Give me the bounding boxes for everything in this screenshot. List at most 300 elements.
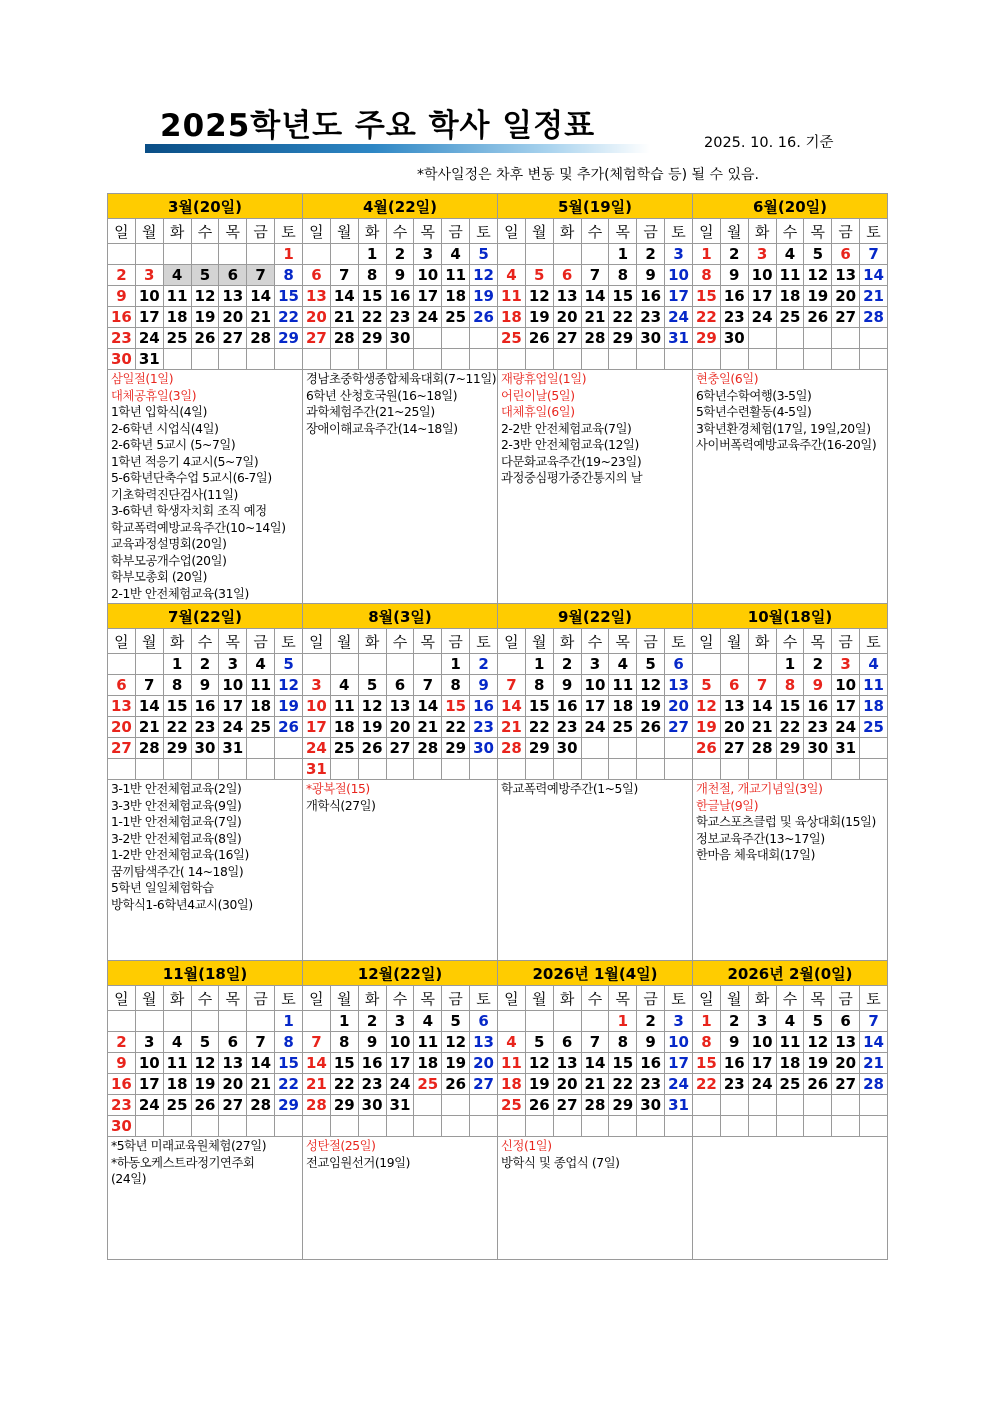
date-cell xyxy=(748,1116,776,1137)
date-cell: 21 xyxy=(860,1053,888,1074)
date-cell xyxy=(665,349,693,370)
month-header: 9월(22일) xyxy=(498,604,693,629)
date-cell xyxy=(219,1011,247,1032)
date-cell: 25 xyxy=(498,1095,526,1116)
date-cell: 15 xyxy=(275,286,303,307)
date-cell xyxy=(163,1116,191,1137)
event-line: 대체휴일(6일) xyxy=(501,405,575,419)
date-cell: 3 xyxy=(303,675,331,696)
weekday-label: 토 xyxy=(275,629,303,654)
date-cell xyxy=(860,1116,888,1137)
month-header: 3월(20일) xyxy=(108,194,303,219)
month-header-row xyxy=(108,604,888,629)
event-line: 경남초중학생종합체육대회(7~11일) xyxy=(306,372,497,386)
weekday-label: 월 xyxy=(525,219,553,244)
date-cell: 16 xyxy=(358,1053,386,1074)
date-cell: 19 xyxy=(637,696,665,717)
weekday-label: 월 xyxy=(525,629,553,654)
date-cell: 24 xyxy=(581,717,609,738)
event-line: 개학식(27일) xyxy=(306,798,376,813)
date-cell: 29 xyxy=(330,1095,358,1116)
date-cell: 15 xyxy=(275,1053,303,1074)
weekday-label: 수 xyxy=(191,629,219,654)
date-cell: 2 xyxy=(804,654,832,675)
date-cell: 17 xyxy=(832,696,860,717)
month-events xyxy=(693,1137,888,1260)
month-events xyxy=(498,370,693,604)
weekday-label: 일 xyxy=(498,219,526,244)
date-cell: 10 xyxy=(219,675,247,696)
date-cell: 22 xyxy=(693,1074,721,1095)
date-cell xyxy=(804,759,832,780)
weekday-label: 토 xyxy=(470,219,498,244)
date-cell xyxy=(330,244,358,265)
date-cell: 22 xyxy=(525,717,553,738)
date-cell: 8 xyxy=(609,1032,637,1053)
date-cell: 30 xyxy=(804,738,832,759)
date-cell: 3 xyxy=(219,654,247,675)
date-cell: 17 xyxy=(748,1053,776,1074)
date-cell xyxy=(581,1011,609,1032)
date-cell: 5 xyxy=(525,265,553,286)
date-cell: 18 xyxy=(860,696,888,717)
date-cell xyxy=(386,759,414,780)
date-cell: 24 xyxy=(303,738,331,759)
date-cell: 9 xyxy=(108,286,136,307)
date-cell xyxy=(693,1116,721,1137)
date-cell: 25 xyxy=(330,738,358,759)
weekday-label: 월 xyxy=(720,219,748,244)
date-cell: 12 xyxy=(693,696,721,717)
weekday-label: 화 xyxy=(163,986,191,1011)
month-header-row xyxy=(108,961,888,986)
date-cell: 13 xyxy=(386,696,414,717)
date-cell xyxy=(414,1116,442,1137)
date-cell: 17 xyxy=(219,696,247,717)
date-cell: 18 xyxy=(776,286,804,307)
weekday-label: 목 xyxy=(414,629,442,654)
date-cell xyxy=(720,654,748,675)
date-cell: 8 xyxy=(442,675,470,696)
date-cell: 11 xyxy=(247,675,275,696)
date-cell: 30 xyxy=(637,1095,665,1116)
date-cell xyxy=(108,759,136,780)
date-cell xyxy=(275,349,303,370)
date-cell: 22 xyxy=(275,307,303,328)
event-line: 정보교육주간(13~17일) xyxy=(696,831,825,846)
date-cell xyxy=(330,654,358,675)
date-cell xyxy=(748,1095,776,1116)
date-cell: 26 xyxy=(637,717,665,738)
date-cell: 9 xyxy=(191,675,219,696)
date-cell: 4 xyxy=(163,1032,191,1053)
date-cell xyxy=(135,759,163,780)
date-cell: 1 xyxy=(609,244,637,265)
date-cell: 9 xyxy=(720,1032,748,1053)
date-cell xyxy=(163,349,191,370)
date-cell: 26 xyxy=(693,738,721,759)
event-line: 교육과정설명회(20일) xyxy=(111,537,227,551)
date-cell: 7 xyxy=(748,675,776,696)
date-cell: 19 xyxy=(804,286,832,307)
month-header: 6월(20일) xyxy=(693,194,888,219)
date-cell xyxy=(247,1011,275,1032)
date-cell: 18 xyxy=(776,1053,804,1074)
date-cell xyxy=(442,1116,470,1137)
date-cell: 10 xyxy=(135,1053,163,1074)
date-cell: 20 xyxy=(553,307,581,328)
date-cell xyxy=(860,1095,888,1116)
date-cell: 28 xyxy=(247,1095,275,1116)
date-cell xyxy=(525,759,553,780)
event-line: 3학년환경체험(17일, 19일,20일) xyxy=(696,421,871,436)
event-line: 과학체험주간(21~25일) xyxy=(306,405,435,419)
date-cell: 4 xyxy=(163,265,191,286)
date-cell: 18 xyxy=(163,1074,191,1095)
date-cell xyxy=(804,1095,832,1116)
date-cell: 4 xyxy=(609,654,637,675)
date-cell: 8 xyxy=(525,675,553,696)
date-cell: 17 xyxy=(386,1053,414,1074)
date-cell xyxy=(860,738,888,759)
event-line: (24일) xyxy=(111,1172,147,1186)
month-events xyxy=(693,780,888,961)
date-cell: 20 xyxy=(470,1053,498,1074)
date-cell: 23 xyxy=(386,307,414,328)
date-cell: 9 xyxy=(358,1032,386,1053)
date-cell xyxy=(776,1116,804,1137)
event-line: 3-3반 안전체험교육(9일) xyxy=(111,798,242,813)
date-cell: 27 xyxy=(470,1074,498,1095)
date-cell: 11 xyxy=(776,265,804,286)
date-cell: 11 xyxy=(498,286,526,307)
date-cell: 21 xyxy=(303,1074,331,1095)
date-cell: 11 xyxy=(330,696,358,717)
date-cell: 4 xyxy=(442,244,470,265)
date-cell xyxy=(163,1011,191,1032)
date-cell: 29 xyxy=(358,328,386,349)
date-cell xyxy=(275,759,303,780)
date-cell: 17 xyxy=(414,286,442,307)
date-cell: 27 xyxy=(832,1074,860,1095)
date-cell: 29 xyxy=(275,328,303,349)
date-cell: 10 xyxy=(135,286,163,307)
date-cell: 11 xyxy=(776,1032,804,1053)
date-cell: 17 xyxy=(581,696,609,717)
date-cell: 29 xyxy=(525,738,553,759)
date-cell xyxy=(609,349,637,370)
date-cell: 4 xyxy=(860,654,888,675)
date-cell xyxy=(498,1116,526,1137)
weekday-label: 금 xyxy=(442,219,470,244)
date-cell: 18 xyxy=(609,696,637,717)
date-cell: 21 xyxy=(247,1074,275,1095)
date-cell xyxy=(247,244,275,265)
date-cell xyxy=(414,654,442,675)
date-cell: 16 xyxy=(386,286,414,307)
date-cell: 30 xyxy=(108,1116,136,1137)
weekday-label: 수 xyxy=(386,629,414,654)
date-cell: 19 xyxy=(442,1053,470,1074)
weekday-label: 월 xyxy=(330,986,358,1011)
date-cell: 25 xyxy=(860,717,888,738)
weekday-label: 토 xyxy=(860,629,888,654)
date-row xyxy=(108,265,888,286)
date-cell xyxy=(832,1095,860,1116)
date-cell: 10 xyxy=(386,1032,414,1053)
date-cell: 3 xyxy=(414,244,442,265)
date-cell xyxy=(303,1011,331,1032)
date-cell xyxy=(219,759,247,780)
event-line: 2-3반 안전체험교육(12일) xyxy=(501,438,639,452)
date-cell xyxy=(665,1116,693,1137)
date-cell: 9 xyxy=(804,675,832,696)
date-cell: 17 xyxy=(303,717,331,738)
date-cell: 26 xyxy=(358,738,386,759)
month-events xyxy=(693,370,888,604)
date-cell: 3 xyxy=(665,1011,693,1032)
date-cell: 21 xyxy=(135,717,163,738)
date-cell xyxy=(191,1011,219,1032)
date-cell: 8 xyxy=(275,265,303,286)
event-line: 2-2반 안전체험교육(7일) xyxy=(501,421,632,436)
date-cell: 1 xyxy=(525,654,553,675)
weekday-label: 목 xyxy=(609,219,637,244)
weekday-label: 토 xyxy=(860,219,888,244)
weekday-label: 월 xyxy=(720,986,748,1011)
date-cell xyxy=(581,738,609,759)
date-cell: 11 xyxy=(163,286,191,307)
date-cell: 20 xyxy=(553,1074,581,1095)
event-line: 장애이해교육주간(14~18일) xyxy=(306,421,458,436)
page-title: 2025학년도 주요 학사 일정표 xyxy=(160,108,596,144)
date-cell: 9 xyxy=(637,265,665,286)
date-cell: 16 xyxy=(804,696,832,717)
date-cell: 6 xyxy=(470,1011,498,1032)
date-cell: 17 xyxy=(135,307,163,328)
date-cell: 18 xyxy=(414,1053,442,1074)
weekday-label: 수 xyxy=(581,629,609,654)
date-cell: 16 xyxy=(108,307,136,328)
month-events xyxy=(108,370,303,604)
date-cell: 19 xyxy=(470,286,498,307)
weekday-row xyxy=(108,219,888,244)
date-cell: 14 xyxy=(330,286,358,307)
date-cell: 12 xyxy=(358,696,386,717)
date-cell xyxy=(247,349,275,370)
weekday-label: 금 xyxy=(247,986,275,1011)
date-cell xyxy=(442,349,470,370)
date-cell xyxy=(665,738,693,759)
date-cell: 8 xyxy=(693,265,721,286)
date-row xyxy=(108,675,888,696)
date-cell: 6 xyxy=(219,265,247,286)
month-header: 4월(22일) xyxy=(303,194,498,219)
date-row xyxy=(108,244,888,265)
date-cell: 7 xyxy=(247,265,275,286)
date-row xyxy=(108,349,888,370)
date-cell xyxy=(275,1116,303,1137)
date-cell: 7 xyxy=(581,265,609,286)
weekday-label: 금 xyxy=(832,986,860,1011)
date-cell: 24 xyxy=(386,1074,414,1095)
event-line: *광복절(15) xyxy=(306,782,370,796)
date-cell xyxy=(108,1011,136,1032)
events-row xyxy=(108,370,888,604)
date-cell: 11 xyxy=(609,675,637,696)
date-cell: 12 xyxy=(525,286,553,307)
date-cell: 27 xyxy=(219,328,247,349)
date-cell xyxy=(776,349,804,370)
date-cell: 19 xyxy=(804,1053,832,1074)
date-cell: 6 xyxy=(303,265,331,286)
weekday-label: 목 xyxy=(414,219,442,244)
weekday-label: 화 xyxy=(748,219,776,244)
date-cell: 16 xyxy=(637,1053,665,1074)
date-cell: 1 xyxy=(609,1011,637,1032)
weekday-label: 토 xyxy=(665,629,693,654)
weekday-label: 화 xyxy=(163,629,191,654)
date-cell xyxy=(748,349,776,370)
date-cell xyxy=(303,244,331,265)
date-cell xyxy=(581,759,609,780)
date-cell: 31 xyxy=(386,1095,414,1116)
date-cell: 26 xyxy=(804,1074,832,1095)
date-cell: 15 xyxy=(776,696,804,717)
event-line: 1-1반 안전체험교육(7일) xyxy=(111,815,242,829)
weekday-label: 토 xyxy=(665,986,693,1011)
date-cell: 6 xyxy=(553,1032,581,1053)
date-cell: 15 xyxy=(330,1053,358,1074)
date-cell xyxy=(414,1095,442,1116)
date-cell: 2 xyxy=(720,1011,748,1032)
date-cell: 10 xyxy=(303,696,331,717)
date-cell: 1 xyxy=(163,654,191,675)
event-line: 5-6학년단축수업 5교시(6-7일) xyxy=(111,471,272,485)
title-underline-bar xyxy=(145,144,650,153)
event-line: 전교임원선거(19일) xyxy=(306,1155,410,1170)
weekday-label: 수 xyxy=(581,219,609,244)
date-cell: 23 xyxy=(804,717,832,738)
date-cell: 24 xyxy=(748,1074,776,1095)
date-cell: 13 xyxy=(108,696,136,717)
weekday-label: 화 xyxy=(553,629,581,654)
date-cell: 1 xyxy=(693,1011,721,1032)
weekday-label: 일 xyxy=(498,629,526,654)
date-cell: 26 xyxy=(275,717,303,738)
date-cell: 12 xyxy=(191,286,219,307)
date-cell: 27 xyxy=(720,738,748,759)
date-cell: 15 xyxy=(525,696,553,717)
date-cell: 13 xyxy=(553,1053,581,1074)
date-cell: 5 xyxy=(804,244,832,265)
date-cell: 10 xyxy=(832,675,860,696)
weekday-label: 토 xyxy=(860,986,888,1011)
date-cell: 5 xyxy=(637,654,665,675)
event-line: 3-6학년 학생자치회 조직 예정 xyxy=(111,504,267,518)
date-cell: 14 xyxy=(247,286,275,307)
date-cell: 25 xyxy=(776,1074,804,1095)
date-cell: 5 xyxy=(804,1011,832,1032)
date-cell: 13 xyxy=(553,286,581,307)
date-cell: 22 xyxy=(330,1074,358,1095)
date-cell: 1 xyxy=(442,654,470,675)
date-cell: 22 xyxy=(609,1074,637,1095)
date-row xyxy=(108,696,888,717)
month-events xyxy=(498,1137,693,1260)
date-cell: 13 xyxy=(832,1032,860,1053)
date-cell: 8 xyxy=(275,1032,303,1053)
date-cell xyxy=(776,1095,804,1116)
weekday-row xyxy=(108,629,888,654)
date-cell: 5 xyxy=(191,265,219,286)
date-cell: 12 xyxy=(442,1032,470,1053)
date-cell xyxy=(581,244,609,265)
date-cell: 5 xyxy=(191,1032,219,1053)
date-cell: 14 xyxy=(748,696,776,717)
event-line: 2-6학년 시업식(4일) xyxy=(111,421,219,436)
weekday-label: 월 xyxy=(135,219,163,244)
date-cell: 12 xyxy=(804,1032,832,1053)
date-cell: 26 xyxy=(804,307,832,328)
event-line: 한마음 체육대회(17일) xyxy=(696,848,815,862)
date-cell xyxy=(219,1116,247,1137)
weekday-label: 일 xyxy=(108,986,136,1011)
date-cell: 11 xyxy=(498,1053,526,1074)
date-cell: 24 xyxy=(135,328,163,349)
date-cell: 24 xyxy=(832,717,860,738)
date-cell xyxy=(330,349,358,370)
date-cell: 19 xyxy=(525,307,553,328)
date-cell: 26 xyxy=(191,328,219,349)
date-cell: 16 xyxy=(108,1074,136,1095)
date-cell: 14 xyxy=(303,1053,331,1074)
date-cell: 25 xyxy=(609,717,637,738)
date-row xyxy=(108,1074,888,1095)
date-cell: 31 xyxy=(219,738,247,759)
date-cell xyxy=(553,349,581,370)
date-cell: 24 xyxy=(665,307,693,328)
weekday-label: 금 xyxy=(442,986,470,1011)
date-cell: 27 xyxy=(303,328,331,349)
date-cell: 9 xyxy=(470,675,498,696)
date-cell xyxy=(135,244,163,265)
date-cell: 20 xyxy=(303,307,331,328)
date-cell xyxy=(693,654,721,675)
date-cell: 26 xyxy=(525,1095,553,1116)
date-cell xyxy=(191,244,219,265)
date-cell: 15 xyxy=(163,696,191,717)
academic-calendar-table xyxy=(107,193,888,1260)
month-events xyxy=(108,1137,303,1260)
weekday-label: 일 xyxy=(303,986,331,1011)
date-cell: 30 xyxy=(470,738,498,759)
event-line: 대체공휴일(3일) xyxy=(111,388,197,403)
date-cell: 9 xyxy=(386,265,414,286)
date-cell: 17 xyxy=(748,286,776,307)
event-line: 현충일(6일) xyxy=(696,372,759,386)
event-line: 삼일절(1일) xyxy=(111,372,174,386)
event-line: 개천절, 개교기념일(3일) xyxy=(696,782,823,796)
date-cell xyxy=(665,759,693,780)
month-events xyxy=(303,780,498,961)
date-cell: 8 xyxy=(776,675,804,696)
date-cell: 23 xyxy=(470,717,498,738)
weekday-label: 금 xyxy=(637,219,665,244)
date-cell xyxy=(358,349,386,370)
weekday-label: 월 xyxy=(330,629,358,654)
date-cell: 27 xyxy=(553,328,581,349)
